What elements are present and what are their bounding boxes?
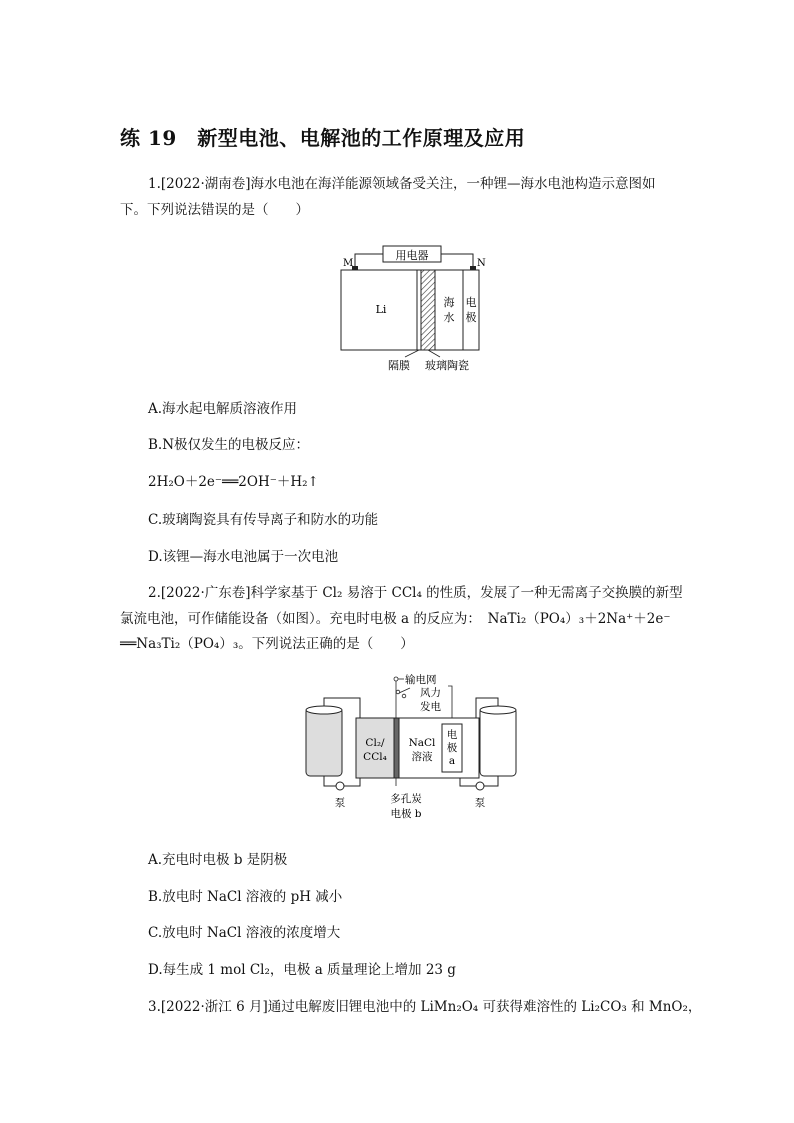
right-pump: [476, 782, 484, 790]
q2-option-d: D.每生成 1 mol Cl₂，电极 a 质量理论上增加 23 g: [148, 962, 456, 978]
membrane-leader: [405, 350, 419, 357]
q2-flow-battery-diagram: [300, 668, 530, 823]
porous-label-2: 电极 b: [390, 808, 422, 820]
cl2-label: Cl₂/: [365, 737, 385, 749]
q1-option-b: B.N极仅发生的电极反应：: [148, 437, 310, 453]
electrode-label-1: 电: [465, 296, 477, 309]
q1-stem-line2: 下。下列说法错误的是（ ）: [120, 202, 309, 218]
right-tank: [480, 708, 516, 776]
membrane: [417, 270, 421, 350]
q1-stem-line1: 1.[2022·湖南卷]海水电池在海洋能源领域备受关注，一种锂—海水电池构造示意图如: [148, 176, 656, 192]
wind-label-1: 风力: [420, 687, 441, 699]
wire-right: [441, 254, 473, 268]
electrode-label-2: 极: [465, 311, 477, 324]
label-m: M: [343, 258, 354, 269]
wire-right: [448, 686, 452, 720]
ceramic-layer: [421, 270, 435, 350]
wind-label-2: 发电: [420, 701, 441, 713]
right-pump-label: 泵: [474, 797, 486, 809]
q2-option-c: C.放电时 NaCl 溶液的浓度增大: [148, 925, 341, 941]
q2-stem-line3: ══Na₃Ti₂（PO₄）₃。下列说法正确的是（ ）: [120, 636, 414, 652]
right-tank-top: [480, 706, 516, 714]
left-pump-label: 泵: [334, 797, 346, 809]
grid-label: 输电网: [405, 674, 437, 686]
li-label: Li: [375, 303, 387, 316]
nacl-label-2: 溶液: [411, 751, 433, 763]
ceramic-leader: [428, 350, 440, 357]
left-tank-top: [306, 706, 342, 714]
ccl4-label: CCl₄: [363, 751, 387, 763]
q2-option-a: A.充电时电极 b 是阴极: [148, 852, 288, 868]
switch-b: [402, 694, 406, 698]
q1-option-d: D.该锂—海水电池属于一次电池: [148, 549, 339, 565]
q1-option-b-equation: 2H₂O＋2e⁻══2OH⁻＋H₂↑: [148, 474, 319, 490]
left-pump: [336, 782, 344, 790]
ceramic-label: 玻璃陶瓷: [425, 359, 469, 372]
switch-lever: [399, 688, 410, 693]
grid-terminal: [394, 677, 398, 681]
q3-stem-line1: 3.[2022·浙江 6 月]通过电解废旧锂电池中的 LiMn₂O₄ 可获得难溶性的 Li₂CO₃ 和 MnO₂，: [148, 999, 702, 1015]
electrode-a-label-3: a: [448, 755, 456, 767]
nacl-label-1: NaCl: [408, 737, 436, 749]
page-title: 练 19 新型电池、电解池的工作原理及应用: [120, 126, 526, 150]
q1-battery-diagram: [335, 240, 495, 375]
n-electrode: [463, 270, 479, 350]
seawater-label-2: 水: [443, 311, 455, 324]
q1-option-a: A.海水起电解质溶液作用: [148, 401, 298, 417]
terminal-n: [470, 266, 476, 270]
seawater-label-1: 海: [443, 296, 455, 309]
porous-electrode-b: [394, 718, 399, 778]
q2-stem-line1: 2.[2022·广东卷]科学家基于 Cl₂ 易溶于 CCl₄ 的性质，发展了一种无需离子交换膜的新型: [148, 585, 683, 601]
left-tank: [306, 708, 342, 776]
seawater-region: [435, 270, 463, 350]
q2-option-b: B.放电时 NaCl 溶液的 pH 减小: [148, 889, 343, 905]
membrane-label: 隔膜: [388, 359, 410, 372]
q2-stem-line2: 氯流电池，可作储能设备（如图）。充电时电极 a 的反应为： NaTi₂（PO₄）₃＋2Na⁺＋2e⁻: [120, 611, 671, 627]
porous-label-1: 多孔炭: [390, 793, 422, 805]
q1-option-c: C.玻璃陶瓷具有传导离子和防水的功能: [148, 512, 379, 528]
wire-left: [355, 254, 383, 268]
electrode-a-label-1: 电: [446, 729, 458, 741]
label-n: N: [477, 258, 486, 269]
electrode-a-label-2: 极: [446, 742, 458, 754]
device-label: 用电器: [395, 249, 429, 262]
